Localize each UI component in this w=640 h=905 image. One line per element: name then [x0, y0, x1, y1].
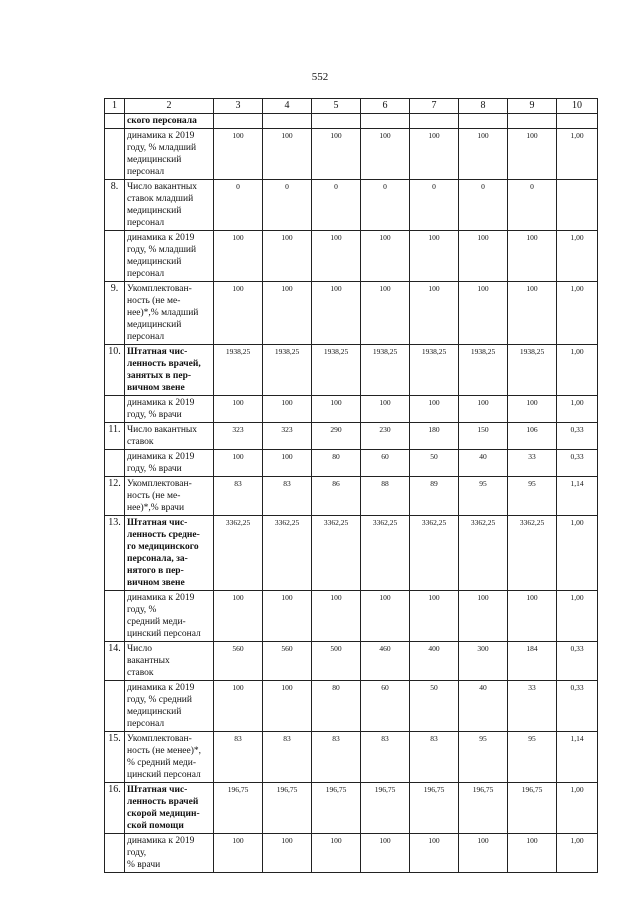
- value-cell: 83: [312, 732, 361, 783]
- column-header: 5: [312, 99, 361, 114]
- table-header-row: [105, 99, 598, 114]
- value-cell: 196,75: [410, 783, 459, 834]
- page-number: 552: [311, 71, 329, 83]
- value-cell: 1938,25: [459, 345, 508, 396]
- value-cell: 100: [361, 129, 410, 180]
- value-cell: 0: [312, 180, 361, 231]
- value-cell: 100: [263, 396, 312, 423]
- column-header: 6: [361, 99, 410, 114]
- value-cell: 460: [361, 642, 410, 681]
- value-cell: 100: [508, 834, 557, 873]
- value-cell: 3362,25: [410, 516, 459, 591]
- value-cell: 106: [508, 423, 557, 450]
- row-label: динамика к 2019 году, % младший медицинский персонал: [125, 129, 214, 180]
- value-cell: 100: [312, 591, 361, 642]
- value-cell: 100: [312, 834, 361, 873]
- value-cell: 230: [361, 423, 410, 450]
- value-cell: 50: [410, 450, 459, 477]
- value-cell: 83: [410, 732, 459, 783]
- value-cell: 83: [361, 732, 410, 783]
- table-row: [105, 516, 598, 591]
- value-cell: 100: [459, 834, 508, 873]
- value-cell: 3362,25: [508, 516, 557, 591]
- table-row: [105, 591, 598, 642]
- value-cell: 100: [214, 834, 263, 873]
- row-number: 16.: [105, 783, 125, 834]
- value-cell: 100: [410, 591, 459, 642]
- table-row: [105, 642, 598, 681]
- value-cell: 1938,25: [508, 345, 557, 396]
- value-cell: 184: [508, 642, 557, 681]
- row-label: динамика к 2019 году, % врачи: [125, 450, 214, 477]
- value-cell: 100: [410, 282, 459, 345]
- value-cell: 95: [508, 477, 557, 516]
- value-cell: 323: [263, 423, 312, 450]
- value-cell: 88: [361, 477, 410, 516]
- value-cell: 100: [214, 129, 263, 180]
- value-cell: 0,33: [557, 450, 598, 477]
- row-number: 8.: [105, 180, 125, 231]
- value-cell: 1,00: [557, 591, 598, 642]
- value-cell: 100: [410, 129, 459, 180]
- value-cell: 0,33: [557, 423, 598, 450]
- table-row: [105, 129, 598, 180]
- column-header: 9: [508, 99, 557, 114]
- value-cell: 100: [410, 396, 459, 423]
- value-cell: 100: [361, 834, 410, 873]
- row-number: [105, 450, 125, 477]
- column-header: 1: [105, 99, 125, 114]
- row-number: [105, 114, 125, 129]
- table-row: [105, 231, 598, 282]
- column-header: 10: [557, 99, 598, 114]
- value-cell: 100: [508, 129, 557, 180]
- value-cell: 83: [263, 477, 312, 516]
- value-cell: 33: [508, 681, 557, 732]
- value-cell: 300: [459, 642, 508, 681]
- value-cell: 1938,25: [312, 345, 361, 396]
- value-cell: [557, 180, 598, 231]
- value-cell: 50: [410, 681, 459, 732]
- table-row: [105, 450, 598, 477]
- data-table: [104, 98, 598, 873]
- row-number: 14.: [105, 642, 125, 681]
- row-label: Число вакантных ставок: [125, 423, 214, 450]
- value-cell: 323: [214, 423, 263, 450]
- value-cell: 100: [263, 834, 312, 873]
- value-cell: 100: [263, 450, 312, 477]
- row-number: 15.: [105, 732, 125, 783]
- column-header: 2: [125, 99, 214, 114]
- value-cell: 0: [361, 180, 410, 231]
- value-cell: [263, 114, 312, 129]
- value-cell: 1938,25: [214, 345, 263, 396]
- row-number: [105, 129, 125, 180]
- value-cell: 0: [214, 180, 263, 231]
- row-number: [105, 396, 125, 423]
- value-cell: 1,00: [557, 783, 598, 834]
- value-cell: 1938,25: [410, 345, 459, 396]
- value-cell: 83: [214, 477, 263, 516]
- value-cell: 0: [410, 180, 459, 231]
- value-cell: 560: [263, 642, 312, 681]
- value-cell: 1,00: [557, 396, 598, 423]
- table-row: [105, 477, 598, 516]
- row-label: динамика к 2019 году, % врачи: [125, 834, 214, 873]
- row-label: Число вакантных ставок младший медицинский персонал: [125, 180, 214, 231]
- value-cell: 290: [312, 423, 361, 450]
- value-cell: 40: [459, 450, 508, 477]
- value-cell: 100: [459, 129, 508, 180]
- value-cell: 1,00: [557, 129, 598, 180]
- value-cell: 3362,25: [459, 516, 508, 591]
- value-cell: [214, 114, 263, 129]
- value-cell: 100: [459, 591, 508, 642]
- value-cell: 40: [459, 681, 508, 732]
- row-number: 10.: [105, 345, 125, 396]
- table-row: [105, 114, 598, 129]
- value-cell: 95: [508, 732, 557, 783]
- value-cell: 150: [459, 423, 508, 450]
- table-row: [105, 396, 598, 423]
- value-cell: 80: [312, 450, 361, 477]
- value-cell: 3362,25: [263, 516, 312, 591]
- value-cell: 1,14: [557, 732, 598, 783]
- value-cell: 0: [459, 180, 508, 231]
- value-cell: 100: [312, 282, 361, 345]
- value-cell: 3362,25: [361, 516, 410, 591]
- value-cell: 100: [263, 231, 312, 282]
- row-label: динамика к 2019 году, % врачи: [125, 396, 214, 423]
- value-cell: 100: [508, 282, 557, 345]
- value-cell: 89: [410, 477, 459, 516]
- value-cell: 196,75: [312, 783, 361, 834]
- value-cell: 0: [263, 180, 312, 231]
- value-cell: 86: [312, 477, 361, 516]
- row-label: Штатная чис- ленность средне- го медицинского персонала, за- нятого в пер- вичном звене: [125, 516, 214, 591]
- value-cell: 100: [214, 282, 263, 345]
- value-cell: 100: [508, 591, 557, 642]
- value-cell: 80: [312, 681, 361, 732]
- value-cell: 100: [214, 591, 263, 642]
- table-row: [105, 345, 598, 396]
- value-cell: [459, 114, 508, 129]
- value-cell: 1938,25: [263, 345, 312, 396]
- value-cell: [557, 114, 598, 129]
- value-cell: 100: [263, 282, 312, 345]
- value-cell: 100: [312, 129, 361, 180]
- value-cell: 0,33: [557, 642, 598, 681]
- row-number: [105, 591, 125, 642]
- value-cell: 100: [459, 396, 508, 423]
- value-cell: 1,14: [557, 477, 598, 516]
- value-cell: 0: [508, 180, 557, 231]
- value-cell: 100: [214, 450, 263, 477]
- row-label: Штатная чис- ленность врачей, занятых в пер- вичном звене: [125, 345, 214, 396]
- value-cell: 100: [508, 231, 557, 282]
- value-cell: 1,00: [557, 231, 598, 282]
- value-cell: 100: [214, 396, 263, 423]
- value-cell: 100: [361, 231, 410, 282]
- value-cell: [361, 114, 410, 129]
- value-cell: 100: [410, 231, 459, 282]
- row-number: 9.: [105, 282, 125, 345]
- value-cell: 100: [214, 231, 263, 282]
- row-label: Укомплектован- ность (не ме- нее)*,% врачи: [125, 477, 214, 516]
- table-row: [105, 783, 598, 834]
- value-cell: 196,75: [508, 783, 557, 834]
- row-number: 11.: [105, 423, 125, 450]
- value-cell: 33: [508, 450, 557, 477]
- row-number: 13.: [105, 516, 125, 591]
- value-cell: 100: [214, 681, 263, 732]
- column-header: 3: [214, 99, 263, 114]
- value-cell: [312, 114, 361, 129]
- row-number: [105, 231, 125, 282]
- value-cell: 1,00: [557, 516, 598, 591]
- value-cell: 3362,25: [312, 516, 361, 591]
- value-cell: 100: [263, 681, 312, 732]
- value-cell: 1,00: [557, 345, 598, 396]
- value-cell: 100: [508, 396, 557, 423]
- column-header: 4: [263, 99, 312, 114]
- value-cell: 1938,25: [361, 345, 410, 396]
- row-label: Укомплектован- ность (не менее)*, % средний меди- цинский персонал: [125, 732, 214, 783]
- value-cell: [410, 114, 459, 129]
- value-cell: 100: [263, 591, 312, 642]
- value-cell: 400: [410, 642, 459, 681]
- value-cell: 100: [459, 231, 508, 282]
- value-cell: 95: [459, 732, 508, 783]
- value-cell: 1,00: [557, 834, 598, 873]
- table-row: [105, 681, 598, 732]
- value-cell: 196,75: [214, 783, 263, 834]
- value-cell: 196,75: [459, 783, 508, 834]
- table-row: [105, 282, 598, 345]
- value-cell: 196,75: [263, 783, 312, 834]
- table-row: [105, 180, 598, 231]
- value-cell: 100: [361, 591, 410, 642]
- value-cell: 100: [410, 834, 459, 873]
- value-cell: 100: [361, 282, 410, 345]
- row-label: Число вакантных ставок: [125, 642, 214, 681]
- value-cell: 100: [312, 396, 361, 423]
- value-cell: 83: [214, 732, 263, 783]
- value-cell: 60: [361, 681, 410, 732]
- table-row: [105, 834, 598, 873]
- row-label: динамика к 2019 году, % средний медицинский персонал: [125, 681, 214, 732]
- row-label: Укомплектован- ность (не ме- нее)*,% младший медицинский персонал: [125, 282, 214, 345]
- value-cell: 100: [459, 282, 508, 345]
- row-label: Штатная чис- ленность врачей скорой медицин- ской помощи: [125, 783, 214, 834]
- row-number: [105, 681, 125, 732]
- row-label: ского персонала: [125, 114, 214, 129]
- value-cell: 1,00: [557, 282, 598, 345]
- column-header: 8: [459, 99, 508, 114]
- value-cell: 95: [459, 477, 508, 516]
- row-number: 12.: [105, 477, 125, 516]
- value-cell: [508, 114, 557, 129]
- table-row: [105, 423, 598, 450]
- value-cell: 3362,25: [214, 516, 263, 591]
- value-cell: 100: [361, 396, 410, 423]
- value-cell: 60: [361, 450, 410, 477]
- value-cell: 0,33: [557, 681, 598, 732]
- value-cell: 100: [263, 129, 312, 180]
- column-header: 7: [410, 99, 459, 114]
- row-label: динамика к 2019 году, % средний меди- цинский персонал: [125, 591, 214, 642]
- value-cell: 560: [214, 642, 263, 681]
- value-cell: 83: [263, 732, 312, 783]
- row-number: [105, 834, 125, 873]
- table-row: [105, 732, 598, 783]
- value-cell: 180: [410, 423, 459, 450]
- value-cell: 196,75: [361, 783, 410, 834]
- row-label: динамика к 2019 году, % младший медицинский персонал: [125, 231, 214, 282]
- value-cell: 100: [312, 231, 361, 282]
- value-cell: 500: [312, 642, 361, 681]
